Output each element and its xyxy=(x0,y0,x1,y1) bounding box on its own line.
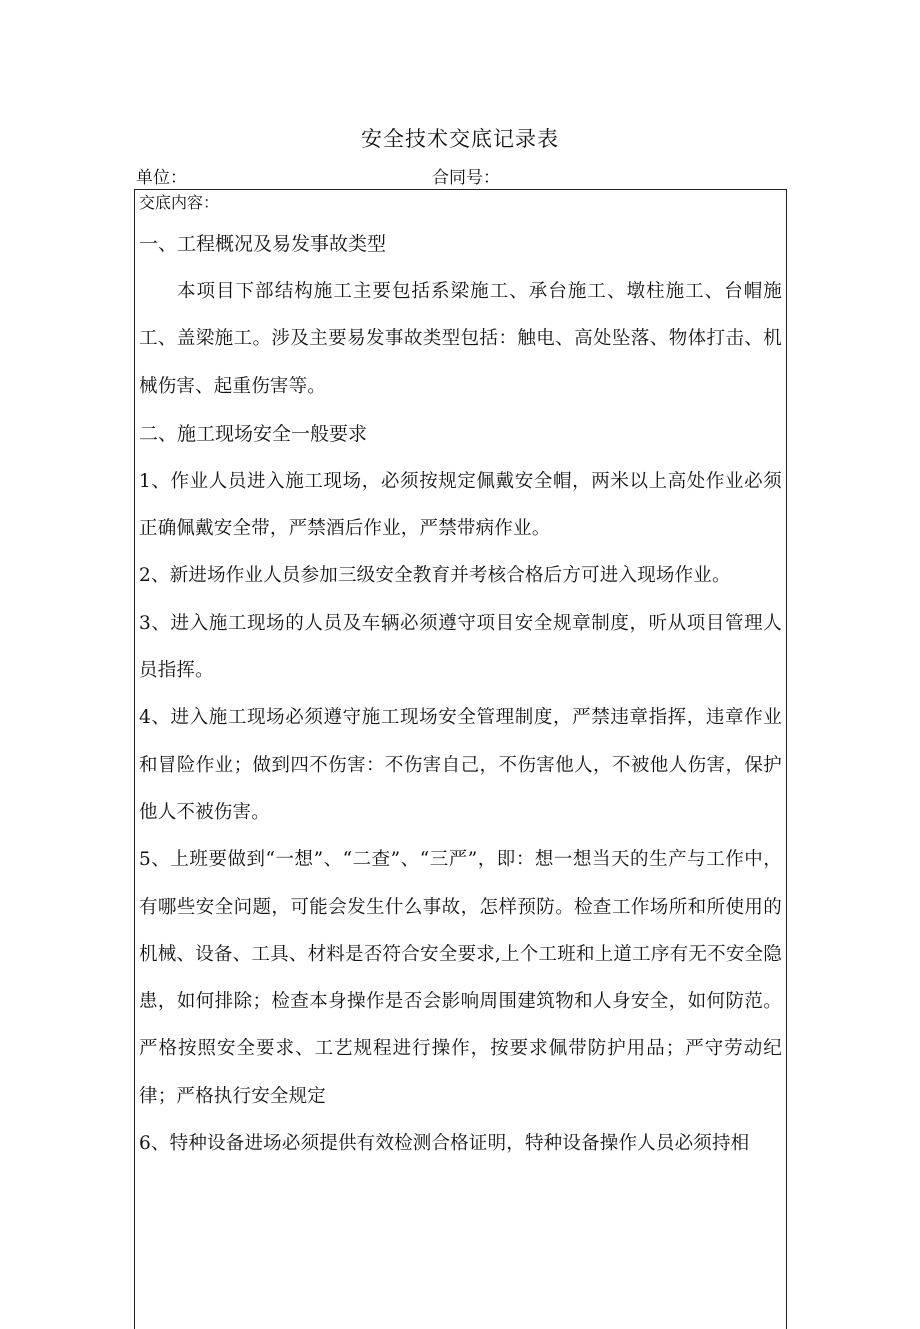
section-heading-1: 一、工程概况及易发事故类型 xyxy=(139,233,387,255)
requirement-item-1: 1、作业人员进入施工现场，必须按规定佩戴安全帽，两米以上高处作业必须正确佩戴安全带，严禁酒后作业，严禁带病作业。 xyxy=(139,470,782,540)
contract-number-label: 合同号： xyxy=(432,168,500,188)
requirement-item-6: 6、特种设备进场必须提供有效检测合格证明，特种设备操作人员必须持相 xyxy=(139,1133,750,1155)
requirement-item-5: 5、上班要做到“一想”、“二查”、“三严”，即：想一想当天的生产与工作中，有哪些安全问题，可能会发生什么事故，怎样预防。检查工作场所和所使用的机械、设备、工具、材料是否符合安全要求,上个工班和上道工序有无不安全隐患，如何排除；检查本身操作是否会影响周围建筑物和人身安全，如何防范。严格按照安全要求、工艺规程进行操作，按要求佩带防护用品；严守劳动纪律；严格执行安全规定 xyxy=(139,849,782,1107)
record-table-box xyxy=(134,189,787,1329)
requirement-item-2: 2、新进场作业人员参加三级安全教育并考核合格后方可进入现场作业。 xyxy=(139,565,731,587)
section-heading-2: 二、施工现场安全一般要求 xyxy=(139,422,368,445)
document-title: 安全技术交底记录表 xyxy=(361,127,559,151)
requirement-item-4: 4、进入施工现场必须遵守施工现场安全管理制度，严禁违章指挥，违章作业和冒险作业；做到四不伤害：不伤害自己，不伤害他人，不被他人伤害，保护他人不被伤害。 xyxy=(139,707,782,823)
content-area xyxy=(139,190,782,1167)
header-meta-row xyxy=(134,166,789,190)
section-1-paragraph: 本项目下部结构施工主要包括系梁施工、承台施工、墩柱施工、台帽施工、盖梁施工。涉及主要易发事故类型包括：触电、高处坠落、物体打击、机械伤害、起重伤害等。 xyxy=(139,281,782,397)
unit-label: 单位： xyxy=(136,168,187,188)
content-label: 交底内容： xyxy=(139,193,220,212)
requirement-item-3: 3、进入施工现场的人员及车辆必须遵守项目安全规章制度，听从项目管理人员指挥。 xyxy=(139,612,782,682)
